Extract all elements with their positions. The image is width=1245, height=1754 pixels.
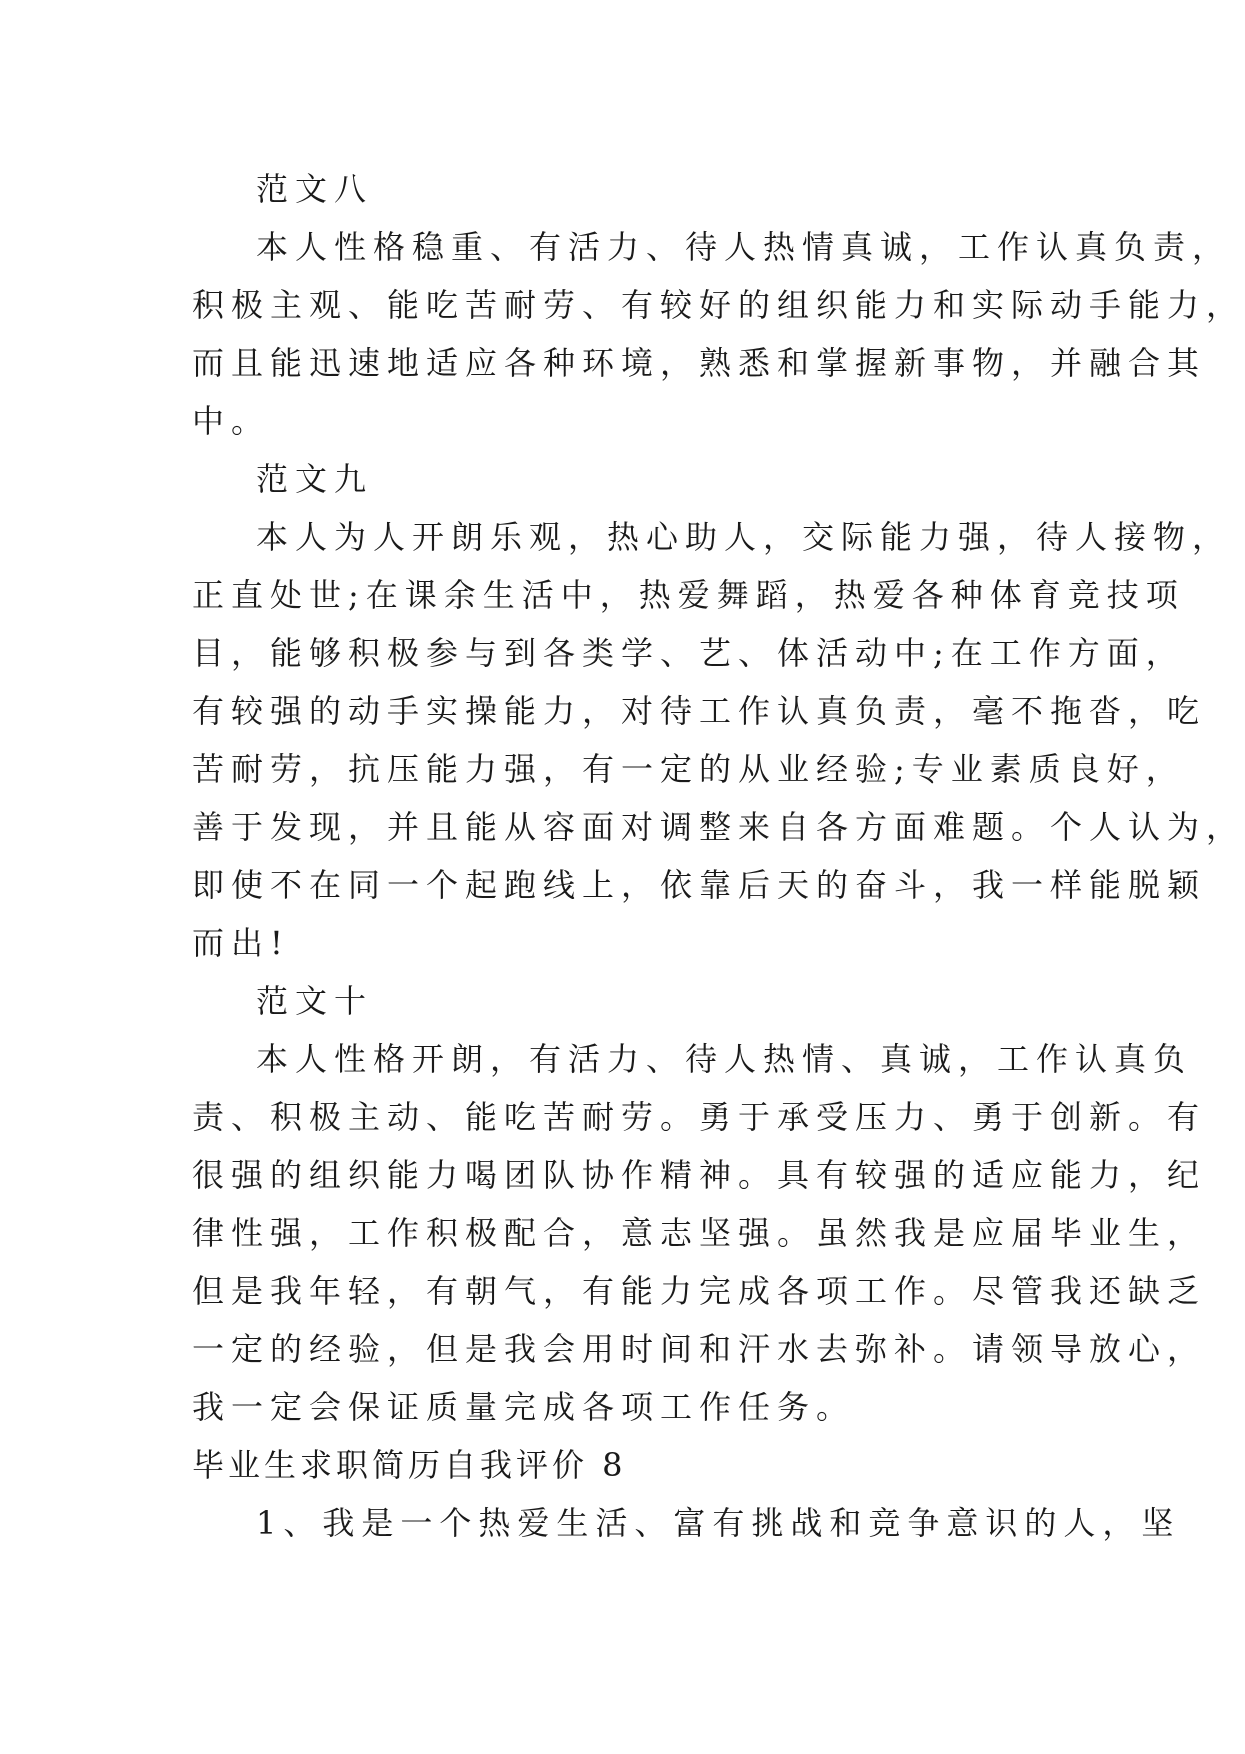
paragraph-line: 而且能迅速地适应各种环境，熟悉和掌握新事物，并融合其 bbox=[192, 344, 1207, 382]
section-title: 范文九 bbox=[256, 460, 374, 498]
paragraph-line: 而出! bbox=[192, 924, 290, 962]
paragraph-line: 善于发现，并且能从容面对调整来自各方面难题。个人认为， bbox=[192, 808, 1245, 846]
section-title: 范文八 bbox=[256, 170, 374, 208]
paragraph-line: 即使不在同一个起跑线上，依靠后天的奋斗，我一样能脱颖 bbox=[192, 866, 1207, 904]
paragraph-line: 很强的组织能力喝团队协作精神。具有较强的适应能力，纪 bbox=[192, 1156, 1207, 1194]
paragraph-line: 苦耐劳，抗压能力强，有一定的从业经验;专业素质良好， bbox=[192, 750, 1185, 788]
paragraph-line: 本人为人开朗乐观，热心助人，交际能力强，待人接物， bbox=[256, 518, 1232, 556]
paragraph-line: 有较强的动手实操能力，对待工作认真负责，毫不拖沓，吃 bbox=[192, 692, 1207, 730]
paragraph-line: 责、积极主动、能吃苦耐劳。勇于承受压力、勇于创新。有 bbox=[192, 1098, 1207, 1136]
paragraph-line: 本人性格稳重、有活力、待人热情真诚，工作认真负责， bbox=[256, 228, 1232, 266]
paragraph-line: 我一定会保证质量完成各项工作任务。 bbox=[192, 1388, 856, 1426]
document-page bbox=[192, 160, 1245, 1552]
paragraph-line: 本人性格开朗，有活力、待人热情、真诚，工作认真负 bbox=[256, 1040, 1193, 1078]
paragraph-line: 积极主观、能吃苦耐劳、有较好的组织能力和实际动手能力， bbox=[192, 286, 1245, 324]
paragraph-line: 正直处世;在课余生活中，热爱舞蹈，热爱各种体育竞技项 bbox=[192, 576, 1185, 614]
paragraph-line: 1、我是一个热爱生活、富有挑战和竞争意识的人，坚 bbox=[256, 1504, 1181, 1542]
article-heading: 毕业生求职简历自我评价 8 bbox=[192, 1446, 627, 1484]
section-title: 范文十 bbox=[256, 982, 374, 1020]
paragraph-line: 中。 bbox=[192, 402, 271, 440]
paragraph-line: 目，能够积极参与到各类学、艺、体活动中;在工作方面， bbox=[192, 634, 1185, 672]
paragraph-line: 但是我年轻，有朝气，有能力完成各项工作。尽管我还缺乏 bbox=[192, 1272, 1207, 1310]
paragraph-line: 律性强，工作积极配合，意志坚强。虽然我是应届毕业生， bbox=[192, 1214, 1207, 1252]
paragraph-line: 一定的经验，但是我会用时间和汗水去弥补。请领导放心， bbox=[192, 1330, 1207, 1368]
